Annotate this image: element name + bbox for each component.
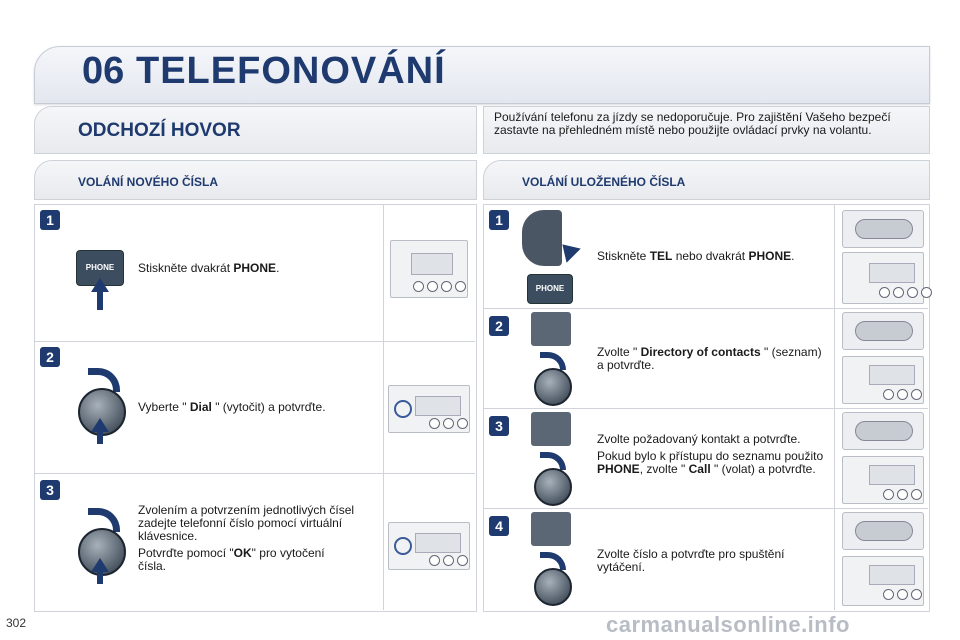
radio-panel (842, 456, 924, 504)
step-number: 1 (40, 210, 60, 230)
step-number: 3 (40, 480, 60, 500)
radio-panel (842, 556, 924, 606)
rotary-knob (534, 368, 572, 406)
step-text: Pokud bylo k přístupu do seznamu použito PHONE, zvolte " Call " (volat) a potvrďte. (597, 449, 824, 476)
step-text: Zvolte číslo a potvrďte pro spuštění vytáčení. (597, 547, 785, 574)
step-number: 2 (489, 316, 509, 336)
steering-wheel-controls (842, 412, 924, 450)
step-number: 1 (489, 210, 509, 230)
subsection-title-right: VOLÁNÍ ULOŽENÉHO ČÍSLA (522, 175, 686, 189)
step-text: Stiskněte TEL nebo dvakrát PHONE. (597, 249, 795, 263)
warning-text: Používání telefonu za jízdy se nedoporučuje. Pro zajištění Vašeho bezpečí zastavte na přehledném místě nebo použijte ovládací prvky na volantu. (494, 110, 891, 137)
chapter-title: TELEFONOVÁNÍ (136, 50, 446, 92)
rotary-knob (534, 568, 572, 606)
radio-panel (388, 385, 470, 433)
control-pad (531, 312, 571, 346)
phone-button: PHONE (76, 250, 124, 286)
step-number: 2 (40, 347, 60, 367)
step-text: Zvolením a potvrzením jednotlivých čísel zadejte telefonní číslo pomocí virtuální klávesnice. (138, 503, 355, 543)
radio-panel (390, 240, 468, 298)
chapter-number: 06 (82, 50, 125, 92)
step-text: Vyberte " Dial " (vytočit) a potvrďte. (138, 400, 326, 414)
radio-panel (388, 522, 470, 570)
steering-wheel-controls (842, 210, 924, 248)
page-number: 302 (6, 616, 27, 630)
step-number: 4 (489, 516, 509, 536)
control-pad (531, 412, 571, 446)
step-text: Potvrďte pomocí "OK" pro vytočení čísla. (138, 546, 325, 573)
step-number: 3 (489, 416, 509, 436)
section-title: ODCHOZÍ HOVOR (78, 120, 241, 141)
radio-panel (842, 356, 924, 404)
steering-wheel-controls (842, 312, 924, 350)
watermark: carmanualsonline.info (606, 612, 850, 637)
radio-panel (842, 252, 924, 304)
rotary-knob (534, 468, 572, 506)
steering-wheel-controls (842, 512, 924, 550)
press-arrow-icon (91, 278, 109, 310)
control-pad (531, 512, 571, 546)
step-text: Stiskněte dvakrát PHONE. (138, 261, 280, 275)
press-arrow-icon (91, 558, 109, 584)
step-text: Zvolte požadovaný kontakt a potvrďte. (597, 432, 801, 446)
steering-stalk (522, 210, 562, 266)
step-text: Zvolte " Directory of contacts " (seznam) a potvrďte. (597, 345, 822, 372)
subsection-title-left: VOLÁNÍ NOVÉHO ČÍSLA (78, 175, 219, 189)
phone-button: PHONE (527, 274, 573, 304)
press-arrow-icon (91, 418, 109, 444)
